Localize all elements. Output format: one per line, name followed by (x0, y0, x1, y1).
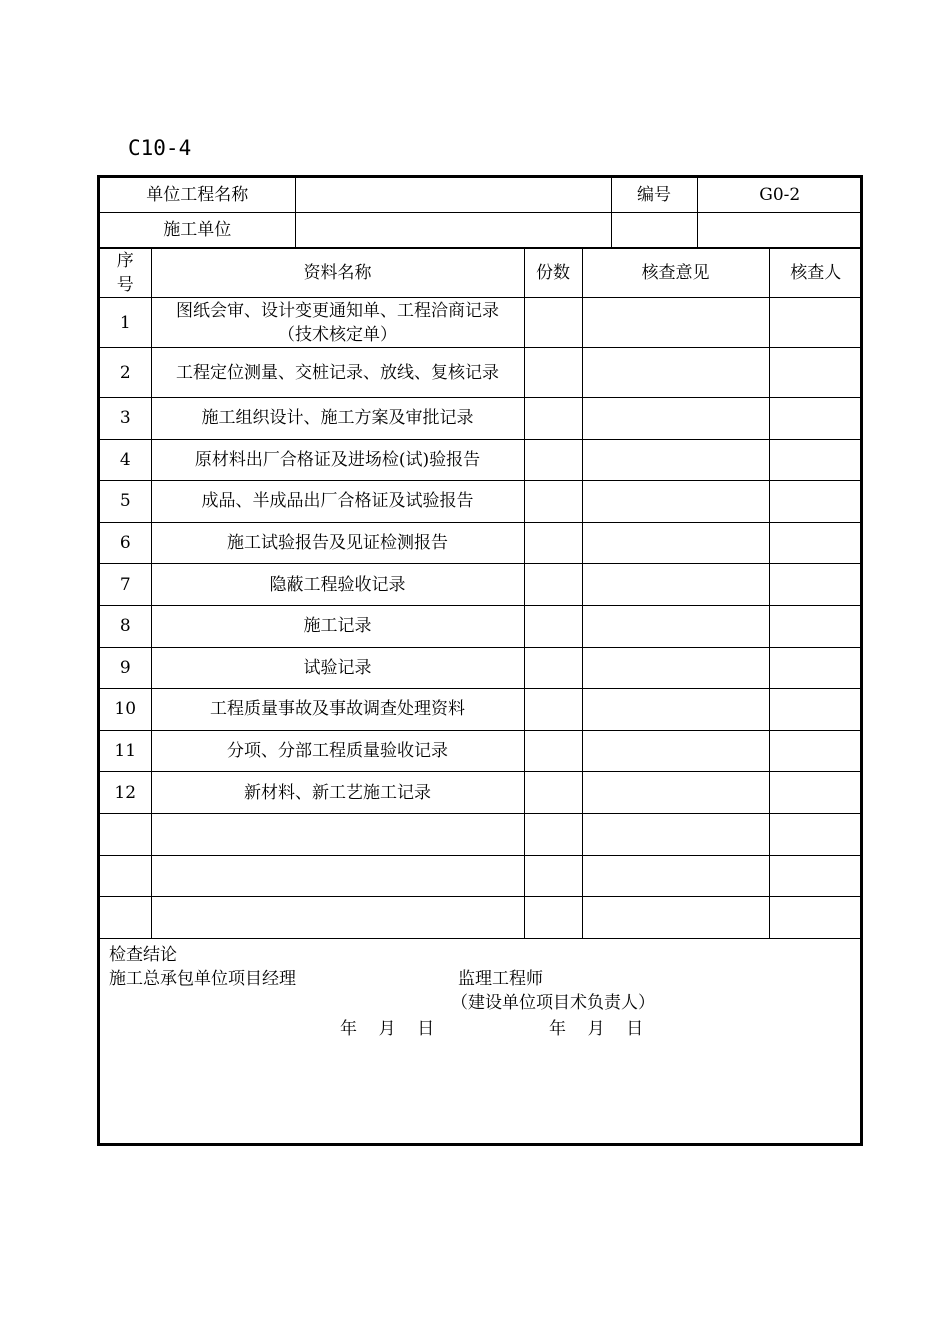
row-name: 新材料、新工艺施工记录 (151, 772, 524, 814)
table-row (100, 398, 862, 440)
row-copies-cell[interactable] (524, 564, 582, 606)
row-name[interactable] (151, 855, 524, 897)
row-checker-cell[interactable] (769, 855, 862, 897)
form-code: C10-4 (128, 136, 192, 160)
table-row (100, 439, 862, 481)
row-opinion-cell[interactable] (582, 481, 769, 523)
row-checker-cell[interactable] (769, 564, 862, 606)
row-name: 分项、分部工程质量验收记录 (151, 730, 524, 772)
row-opinion-cell[interactable] (582, 730, 769, 772)
row-seq: 9 (100, 647, 151, 689)
table-row (100, 522, 862, 564)
row-seq: 8 (100, 605, 151, 647)
row-seq: 2 (100, 348, 151, 398)
row-seq: 3 (100, 398, 151, 440)
row-checker-cell[interactable] (769, 647, 862, 689)
record-sheet (97, 175, 863, 1146)
contractor-manager-label: 施工总承包单位项目经理 (109, 969, 296, 989)
row-opinion-cell[interactable] (582, 772, 769, 814)
table-row (100, 348, 862, 398)
table-row (100, 689, 862, 731)
row-copies-cell[interactable] (524, 855, 582, 897)
row-seq[interactable] (100, 855, 151, 897)
row-checker-cell[interactable] (769, 522, 862, 564)
row-name[interactable] (151, 897, 524, 939)
row-seq: 10 (100, 689, 151, 731)
column-seq: 序号 (100, 249, 151, 298)
conclusion-title: 检查结论 (109, 945, 177, 965)
column-opinion: 核查意见 (582, 249, 769, 298)
row-checker-cell[interactable] (769, 689, 862, 731)
inspection-conclusion[interactable] (100, 941, 860, 1143)
row-opinion-cell[interactable] (582, 855, 769, 897)
row-checker-cell[interactable] (769, 772, 862, 814)
unit-project-field[interactable] (295, 178, 611, 213)
row-copies-cell[interactable] (524, 605, 582, 647)
row-seq[interactable] (100, 897, 151, 939)
header-table (100, 178, 862, 248)
row-copies-cell[interactable] (524, 439, 582, 481)
table-row (100, 298, 862, 348)
column-checker: 核查人 (769, 249, 862, 298)
row-opinion-cell[interactable] (582, 398, 769, 440)
row-seq[interactable] (100, 813, 151, 855)
row-copies-cell[interactable] (524, 348, 582, 398)
row-name[interactable] (151, 813, 524, 855)
table-row (100, 772, 862, 814)
row-copies-cell[interactable] (524, 772, 582, 814)
blank-cell (697, 213, 862, 248)
date-left: 年 月 日 (340, 1019, 435, 1039)
row-seq: 4 (100, 439, 151, 481)
row-checker-cell[interactable] (769, 398, 862, 440)
row-opinion-cell[interactable] (582, 564, 769, 606)
row-name: 隐蔽工程验收记录 (151, 564, 524, 606)
owner-label: （建设单位项目术负责人） (451, 993, 655, 1013)
construction-unit-label: 施工单位 (100, 213, 295, 248)
row-opinion-cell[interactable] (582, 439, 769, 481)
table-row (100, 605, 862, 647)
column-copies: 份数 (524, 249, 582, 298)
row-name: 原材料出厂合格证及进场检(试)验报告 (151, 439, 524, 481)
row-name-text: 图纸会审、设计变更通知单、工程洽商记录（技术核定单） (176, 300, 499, 345)
row-checker-cell[interactable] (769, 813, 862, 855)
column-name: 资料名称 (151, 249, 524, 298)
row-name-text: 工程定位测量、交桩记录、放线、复核记录 (176, 362, 499, 383)
row-checker-cell[interactable] (769, 348, 862, 398)
row-copies-cell[interactable] (524, 689, 582, 731)
row-copies-cell[interactable] (524, 813, 582, 855)
supervisor-label: 监理工程师 (458, 969, 543, 989)
header-row-unit (100, 213, 862, 248)
row-copies-cell[interactable] (524, 398, 582, 440)
construction-unit-field[interactable] (295, 213, 611, 248)
row-opinion-cell[interactable] (582, 689, 769, 731)
row-copies-cell[interactable] (524, 647, 582, 689)
row-checker-cell[interactable] (769, 605, 862, 647)
row-opinion-cell[interactable] (582, 298, 769, 348)
table-row (100, 564, 862, 606)
number-field[interactable]: G0-2 (697, 178, 862, 213)
row-name: 试验记录 (151, 647, 524, 689)
row-name: 施工记录 (151, 605, 524, 647)
blank-cell (611, 213, 697, 248)
row-name: 施工组织设计、施工方案及审批记录 (151, 398, 524, 440)
row-opinion-cell[interactable] (582, 897, 769, 939)
row-opinion-cell[interactable] (582, 813, 769, 855)
row-opinion-cell[interactable] (582, 605, 769, 647)
row-name (151, 298, 524, 348)
row-copies-cell[interactable] (524, 481, 582, 523)
row-checker-cell[interactable] (769, 897, 862, 939)
row-checker-cell[interactable] (769, 730, 862, 772)
row-copies-cell[interactable] (524, 298, 582, 348)
row-copies-cell[interactable] (524, 730, 582, 772)
row-name: 施工试验报告及见证检测报告 (151, 522, 524, 564)
date-right: 年 月 日 (549, 1019, 644, 1039)
table-row-blank (100, 855, 862, 897)
table-row-blank (100, 813, 862, 855)
row-seq: 11 (100, 730, 151, 772)
row-checker-cell[interactable] (769, 439, 862, 481)
table-row (100, 647, 862, 689)
table-header-row (100, 249, 862, 298)
number-label: 编号 (611, 178, 697, 213)
row-seq: 12 (100, 772, 151, 814)
table-row (100, 481, 862, 523)
row-copies-cell[interactable] (524, 897, 582, 939)
table-row-blank (100, 897, 862, 939)
row-name: 工程质量事故及事故调查处理资料 (151, 689, 524, 731)
header-row-project (100, 178, 862, 213)
row-name: 成品、半成品出厂合格证及试验报告 (151, 481, 524, 523)
document-table (100, 248, 862, 939)
row-seq: 5 (100, 481, 151, 523)
unit-project-label: 单位工程名称 (100, 178, 295, 213)
row-seq: 1 (100, 298, 151, 348)
row-opinion-cell[interactable] (582, 647, 769, 689)
row-checker-cell[interactable] (769, 298, 862, 348)
row-seq: 7 (100, 564, 151, 606)
row-opinion-cell[interactable] (582, 522, 769, 564)
row-checker-cell[interactable] (769, 481, 862, 523)
table-row (100, 730, 862, 772)
row-name (151, 348, 524, 398)
row-copies-cell[interactable] (524, 522, 582, 564)
row-seq: 6 (100, 522, 151, 564)
row-opinion-cell[interactable] (582, 348, 769, 398)
